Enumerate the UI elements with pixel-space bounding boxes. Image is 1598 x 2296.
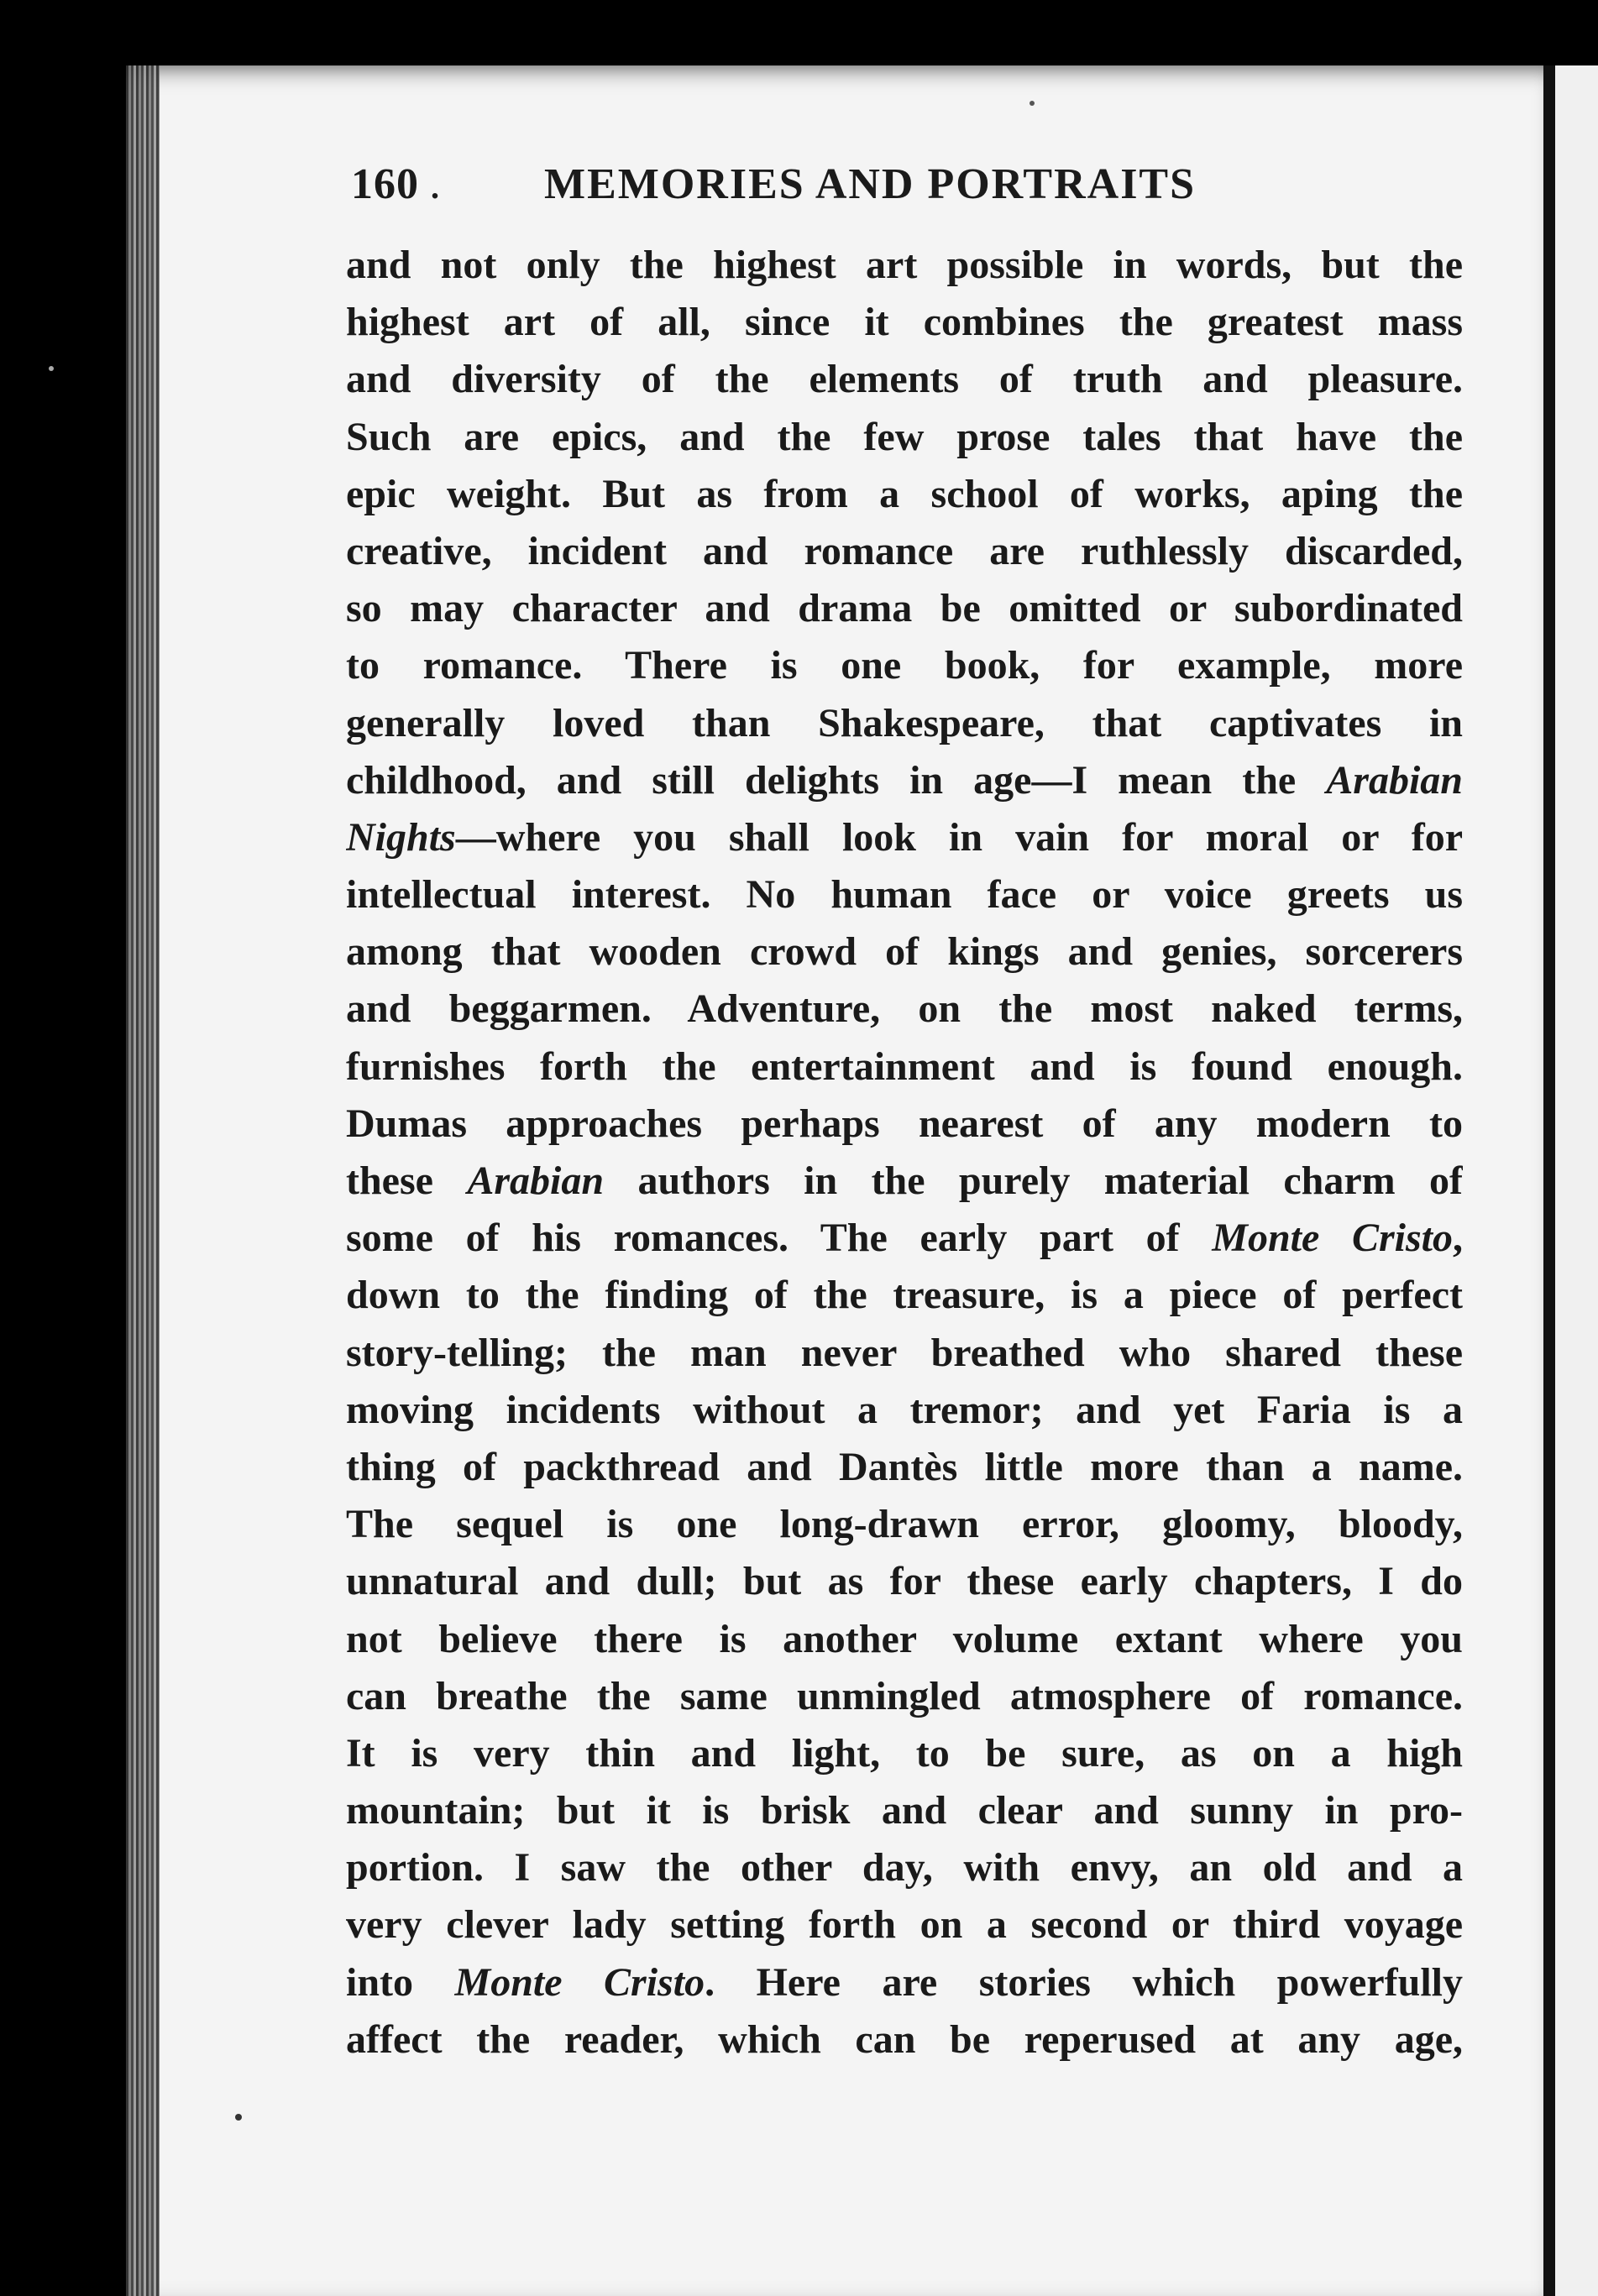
text-line: story-telling; the man never breathed who shared these: [346, 1330, 1463, 1375]
text-line: down to the finding of the treasure, is a piece of perfect: [346, 1273, 1463, 1318]
body-text: [346, 237, 1463, 2068]
text-line: It is very thin and light, to be sure, as on a high: [346, 1730, 1463, 1776]
text-line: mountain; but it is brisk and clear and sunny in pro-: [346, 1788, 1463, 1833]
page-right-shadow: [1543, 65, 1555, 2296]
text-line: intellectual interest. No human face or voice greets us: [346, 872, 1463, 918]
text-line: very clever lady setting forth on a second or third voyage: [346, 1902, 1463, 1948]
text-line: and not only the highest art possible in words, but the: [346, 243, 1463, 287]
text-line: epic weight. But as from a school of works, aping the: [346, 471, 1463, 516]
text-line: highest art of all, since it combines the greatest mass: [346, 300, 1463, 345]
text-line: and beggarmen. Adventure, on the most naked terms,: [346, 986, 1463, 1032]
text-line: generally loved than Shakespeare, that captivates in: [346, 700, 1463, 745]
text-line: into Monte Cristo. Here are stories which powerfully: [346, 1959, 1463, 2005]
text-line: affect the reader, which can be reperused at any age,: [346, 2016, 1463, 2062]
text-line: to romance. There is one book, for example, more: [346, 643, 1463, 688]
text-line: moving incidents without a tremor; and yet Faria is a: [346, 1387, 1463, 1432]
page-binding-edge: [126, 65, 160, 2296]
text-line: and diversity of the elements of truth and pleasure.: [346, 357, 1463, 402]
text-line: these Arabian authors in the purely material charm of: [346, 1158, 1463, 1203]
adjacent-page-strip: [1555, 65, 1598, 2296]
scan-speck: [1030, 101, 1035, 106]
page-header: [351, 160, 1476, 218]
text-line: some of his romances. The early part of Monte Cristo,: [346, 1216, 1463, 1261]
page-number: 160 .: [351, 160, 440, 208]
text-line: Nights—where you shall look in vain for moral or for: [346, 814, 1463, 860]
text-line: creative, incident and romance are ruthlessly discarded,: [346, 528, 1463, 573]
running-head: MEMORIES AND PORTRAITS: [544, 160, 1197, 208]
text-line: so may character and drama be omitted or subordinated: [346, 586, 1463, 631]
text-line: thing of packthread and Dantès little more than a name.: [346, 1444, 1463, 1489]
scan-speck: [49, 366, 54, 371]
scan-speck: [235, 2114, 242, 2121]
text-line: childhood, and still delights in age—I mean the Arabian: [346, 757, 1463, 803]
text-line: not believe there is another volume extant where you: [346, 1616, 1463, 1661]
text-line: portion. I saw the other day, with envy, an old and a: [346, 1845, 1463, 1891]
text-line: among that wooden crowd of kings and genies, sorcerers: [346, 929, 1463, 975]
text-line: The sequel is one long-drawn error, gloomy, bloody,: [346, 1502, 1463, 1547]
text-line: Such are epics, and the few prose tales that have the: [346, 414, 1463, 459]
text-line: can breathe the same unmingled atmosphere of romance.: [346, 1673, 1463, 1718]
text-line: Dumas approaches perhaps nearest of any modern to: [346, 1101, 1463, 1146]
text-line: furnishes forth the entertainment and is found enough.: [346, 1043, 1463, 1089]
text-line: unnatural and dull; but as for these early chapters, I do: [346, 1559, 1463, 1604]
